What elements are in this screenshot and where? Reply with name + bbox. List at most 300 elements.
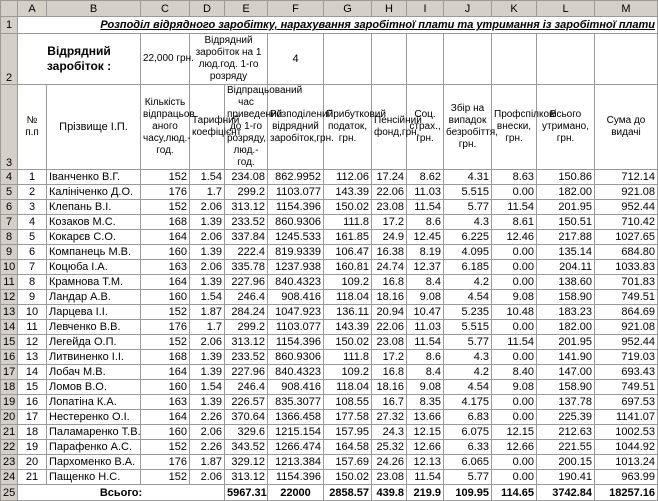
- employee-name-cell[interactable]: Лопатіна К.А.: [47, 395, 141, 410]
- cell[interactable]: 4.31: [444, 170, 492, 185]
- cell[interactable]: 200.15: [537, 455, 595, 470]
- row-header[interactable]: 3: [1, 85, 18, 170]
- cell[interactable]: 1103.077: [268, 320, 324, 335]
- cell[interactable]: 164: [141, 365, 190, 380]
- cell[interactable]: 137.78: [537, 395, 595, 410]
- header-cell-union[interactable]: Профспілкові внески, грн.: [492, 85, 537, 170]
- cell[interactable]: 1103.077: [268, 185, 324, 200]
- cell[interactable]: 1.39: [190, 245, 225, 260]
- cell[interactable]: 2.06: [190, 335, 225, 350]
- cell[interactable]: 6.065: [444, 455, 492, 470]
- cell[interactable]: 160.81: [324, 260, 372, 275]
- row-header[interactable]: 20: [1, 410, 18, 425]
- cell[interactable]: 4.54: [444, 290, 492, 305]
- cell[interactable]: 233.52: [225, 215, 268, 230]
- employee-name-cell[interactable]: Литвиненко І.І.: [47, 350, 141, 365]
- cell[interactable]: [492, 34, 537, 85]
- cell[interactable]: [595, 34, 658, 85]
- cell[interactable]: 164: [141, 410, 190, 425]
- cell[interactable]: 168: [141, 215, 190, 230]
- total-cell[interactable]: 22000: [268, 485, 324, 501]
- cell[interactable]: 10.47: [407, 305, 444, 320]
- cell[interactable]: 176: [141, 455, 190, 470]
- cell[interactable]: 201.95: [537, 200, 595, 215]
- cell[interactable]: 963.99: [595, 470, 658, 485]
- cell[interactable]: 8.4: [407, 275, 444, 290]
- cell[interactable]: 150.86: [537, 170, 595, 185]
- cell[interactable]: 246.4: [225, 290, 268, 305]
- cell[interactable]: 22.06: [372, 320, 407, 335]
- cell[interactable]: 16: [18, 395, 47, 410]
- cell[interactable]: 749.51: [595, 380, 658, 395]
- row-header[interactable]: 17: [1, 365, 18, 380]
- cell[interactable]: 8.6: [407, 350, 444, 365]
- employee-name-cell[interactable]: Левченко В.В.: [47, 320, 141, 335]
- employee-name-cell[interactable]: Калініченко Д.О.: [47, 185, 141, 200]
- column-header[interactable]: I: [407, 1, 444, 17]
- cell[interactable]: 150.02: [324, 200, 372, 215]
- cell[interactable]: 1.7: [190, 185, 225, 200]
- cell[interactable]: 6.185: [444, 260, 492, 275]
- cell[interactable]: 862.9952: [268, 170, 324, 185]
- cell[interactable]: 168: [141, 350, 190, 365]
- cell[interactable]: 1.54: [190, 380, 225, 395]
- cell[interactable]: 313.12: [225, 470, 268, 485]
- cell[interactable]: 24.74: [372, 260, 407, 275]
- cell[interactable]: 8.63: [492, 170, 537, 185]
- total-cell[interactable]: 3742.84: [537, 485, 595, 501]
- cell[interactable]: 20.94: [372, 305, 407, 320]
- cell[interactable]: 24.26: [372, 455, 407, 470]
- cell[interactable]: 329.6: [225, 425, 268, 440]
- cell[interactable]: 5: [18, 230, 47, 245]
- cell[interactable]: 284.24: [225, 305, 268, 320]
- row-header[interactable]: 23: [1, 455, 18, 470]
- row-header[interactable]: 15: [1, 335, 18, 350]
- cell[interactable]: 183.23: [537, 305, 595, 320]
- header-cell-tariff[interactable]: Тарифний коефіцієнт: [190, 85, 225, 170]
- cell[interactable]: 9.08: [407, 380, 444, 395]
- cell[interactable]: 1044.92: [595, 440, 658, 455]
- cell[interactable]: 163: [141, 260, 190, 275]
- cell[interactable]: 12.13: [407, 455, 444, 470]
- cell[interactable]: 2.06: [190, 200, 225, 215]
- column-header[interactable]: J: [444, 1, 492, 17]
- cell[interactable]: 1141.07: [595, 410, 658, 425]
- row-header[interactable]: 12: [1, 290, 18, 305]
- cell[interactable]: 17.2: [372, 215, 407, 230]
- cell[interactable]: 0.00: [492, 245, 537, 260]
- cell[interactable]: 5.515: [444, 185, 492, 200]
- cell[interactable]: 719.03: [595, 350, 658, 365]
- cell[interactable]: 1154.396: [268, 470, 324, 485]
- header-cell-unemployment[interactable]: Збір на випадок безробіття, грн.: [444, 85, 492, 170]
- column-header[interactable]: E: [225, 1, 268, 17]
- cell[interactable]: 8.40: [492, 365, 537, 380]
- cell[interactable]: 6.33: [444, 440, 492, 455]
- cell[interactable]: 8.35: [407, 395, 444, 410]
- header-cell-social[interactable]: Соц. страх., грн.: [407, 85, 444, 170]
- cell[interactable]: 18: [18, 425, 47, 440]
- cell[interactable]: 0.00: [492, 455, 537, 470]
- cell[interactable]: 4.54: [444, 380, 492, 395]
- cell[interactable]: 21: [18, 470, 47, 485]
- cell[interactable]: 10.48: [492, 305, 537, 320]
- cell[interactable]: 313.12: [225, 200, 268, 215]
- cell[interactable]: [444, 34, 492, 85]
- header-cell-income-tax[interactable]: Прибутковий податок, грн.: [324, 85, 372, 170]
- cell[interactable]: 2: [18, 185, 47, 200]
- header-cell-distributed-pay[interactable]: Розподілений відрядний заробіток,грн.: [268, 85, 324, 170]
- cell[interactable]: 0.00: [492, 260, 537, 275]
- row-header[interactable]: 22: [1, 440, 18, 455]
- cell[interactable]: 11.54: [407, 470, 444, 485]
- cell[interactable]: 24.9: [372, 230, 407, 245]
- cell[interactable]: 1.39: [190, 395, 225, 410]
- cell[interactable]: 313.12: [225, 335, 268, 350]
- cell[interactable]: 5.235: [444, 305, 492, 320]
- cell[interactable]: 17.2: [372, 350, 407, 365]
- cell[interactable]: 1215.154: [268, 425, 324, 440]
- cell[interactable]: 840.4323: [268, 275, 324, 290]
- cell[interactable]: 217.88: [537, 230, 595, 245]
- cell[interactable]: 227.96: [225, 365, 268, 380]
- employee-name-cell[interactable]: Паламаренко Т.В.: [47, 425, 141, 440]
- row-header[interactable]: 25: [1, 485, 18, 501]
- cell[interactable]: 2.26: [190, 440, 225, 455]
- employee-name-cell[interactable]: Компанець М.В.: [47, 245, 141, 260]
- cell[interactable]: 13.66: [407, 410, 444, 425]
- cell[interactable]: 16.7: [372, 395, 407, 410]
- cell[interactable]: 1266.474: [268, 440, 324, 455]
- employee-name-cell[interactable]: Ландар А.В.: [47, 290, 141, 305]
- employee-name-cell[interactable]: Парафенко А.С.: [47, 440, 141, 455]
- cell[interactable]: 111.8: [324, 215, 372, 230]
- cell[interactable]: 15: [18, 380, 47, 395]
- total-cell[interactable]: 439.8: [372, 485, 407, 501]
- cell[interactable]: [372, 34, 407, 85]
- cell[interactable]: 109.2: [324, 365, 372, 380]
- cell[interactable]: 176: [141, 320, 190, 335]
- cell[interactable]: 6: [18, 245, 47, 260]
- cell[interactable]: 225.39: [537, 410, 595, 425]
- cell[interactable]: 2.06: [190, 260, 225, 275]
- cell[interactable]: 143.39: [324, 185, 372, 200]
- row-header[interactable]: 13: [1, 305, 18, 320]
- cell[interactable]: 10: [18, 305, 47, 320]
- row-header[interactable]: 16: [1, 350, 18, 365]
- cell[interactable]: 16.8: [372, 365, 407, 380]
- cell[interactable]: 25.32: [372, 440, 407, 455]
- cell[interactable]: 6.075: [444, 425, 492, 440]
- cell[interactable]: 7: [18, 260, 47, 275]
- cell[interactable]: 6.83: [444, 410, 492, 425]
- piecework-label-cell[interactable]: Відрядний заробіток :: [18, 34, 141, 85]
- cell[interactable]: 160: [141, 290, 190, 305]
- row-header[interactable]: 2: [1, 34, 18, 85]
- total-label-cell[interactable]: Всього:: [18, 485, 225, 501]
- cell[interactable]: 864.69: [595, 305, 658, 320]
- cell[interactable]: 12.46: [492, 230, 537, 245]
- piecework-amount-cell[interactable]: 22,000 грн.: [141, 34, 190, 85]
- cell[interactable]: 150.02: [324, 470, 372, 485]
- cell[interactable]: 20: [18, 455, 47, 470]
- cell[interactable]: 299.2: [225, 320, 268, 335]
- cell[interactable]: 8.61: [492, 215, 537, 230]
- cell[interactable]: 246.4: [225, 380, 268, 395]
- cell[interactable]: 23.08: [372, 200, 407, 215]
- cell[interactable]: 22.06: [372, 185, 407, 200]
- cell[interactable]: 701.83: [595, 275, 658, 290]
- cell[interactable]: 1.39: [190, 365, 225, 380]
- cell[interactable]: 693.43: [595, 365, 658, 380]
- cell[interactable]: 12.45: [407, 230, 444, 245]
- cell[interactable]: 11.54: [407, 200, 444, 215]
- cell[interactable]: 343.52: [225, 440, 268, 455]
- cell[interactable]: 908.416: [268, 380, 324, 395]
- row-header[interactable]: 18: [1, 380, 18, 395]
- cell[interactable]: 182.00: [537, 320, 595, 335]
- cell[interactable]: 6.225: [444, 230, 492, 245]
- cell[interactable]: 819.9339: [268, 245, 324, 260]
- cell[interactable]: 299.2: [225, 185, 268, 200]
- cell[interactable]: 1366.458: [268, 410, 324, 425]
- employee-name-cell[interactable]: Ларцева І.І.: [47, 305, 141, 320]
- cell[interactable]: 370.64: [225, 410, 268, 425]
- cell[interactable]: 8.19: [407, 245, 444, 260]
- cell[interactable]: 12.37: [407, 260, 444, 275]
- cell[interactable]: 138.60: [537, 275, 595, 290]
- cell[interactable]: [407, 34, 444, 85]
- column-header[interactable]: M: [595, 1, 658, 17]
- cell[interactable]: 749.51: [595, 290, 658, 305]
- cell[interactable]: 1.39: [190, 215, 225, 230]
- cell[interactable]: 13: [18, 350, 47, 365]
- cell[interactable]: 0.00: [492, 320, 537, 335]
- header-cell-pension[interactable]: Пенсійний фонд,грн.: [372, 85, 407, 170]
- cell[interactable]: 337.84: [225, 230, 268, 245]
- cell[interactable]: 1.7: [190, 320, 225, 335]
- cell[interactable]: 11.54: [492, 335, 537, 350]
- per-person-label-cell[interactable]: Відрядний заробіток на 1 люд.год. 1-го розряду: [190, 34, 268, 85]
- row-header[interactable]: 4: [1, 170, 18, 185]
- cell[interactable]: 111.8: [324, 350, 372, 365]
- cell[interactable]: 11.03: [407, 185, 444, 200]
- cell[interactable]: 697.53: [595, 395, 658, 410]
- total-cell[interactable]: 2858.57: [324, 485, 372, 501]
- cell[interactable]: 1.54: [190, 290, 225, 305]
- cell[interactable]: 840.4323: [268, 365, 324, 380]
- cell[interactable]: 8.62: [407, 170, 444, 185]
- cell[interactable]: 1154.396: [268, 335, 324, 350]
- total-cell[interactable]: 5967.31: [225, 485, 268, 501]
- cell[interactable]: 182.00: [537, 185, 595, 200]
- header-cell-hours[interactable]: Кількість відпрацьов аного часу,люд.-год.: [141, 85, 190, 170]
- cell[interactable]: 1047.923: [268, 305, 324, 320]
- cell[interactable]: 161.85: [324, 230, 372, 245]
- cell[interactable]: 163: [141, 395, 190, 410]
- cell[interactable]: 152: [141, 170, 190, 185]
- row-header[interactable]: 5: [1, 185, 18, 200]
- cell[interactable]: 710.42: [595, 215, 658, 230]
- cell[interactable]: 8.6: [407, 215, 444, 230]
- cell[interactable]: 0.00: [492, 185, 537, 200]
- cell[interactable]: 27.32: [372, 410, 407, 425]
- cell[interactable]: 234.08: [225, 170, 268, 185]
- cell[interactable]: 5.77: [444, 200, 492, 215]
- cell[interactable]: 9: [18, 290, 47, 305]
- cell[interactable]: 14: [18, 365, 47, 380]
- cell[interactable]: 201.95: [537, 335, 595, 350]
- cell[interactable]: 1.39: [190, 275, 225, 290]
- cell[interactable]: 4.175: [444, 395, 492, 410]
- total-cell[interactable]: 114.65: [492, 485, 537, 501]
- cell[interactable]: 1013.24: [595, 455, 658, 470]
- total-cell[interactable]: 219.9: [407, 485, 444, 501]
- employee-name-cell[interactable]: Клепань В.І.: [47, 200, 141, 215]
- cell[interactable]: [324, 34, 372, 85]
- cell[interactable]: 5.77: [444, 335, 492, 350]
- cell[interactable]: 0.00: [492, 275, 537, 290]
- cell[interactable]: 16.38: [372, 245, 407, 260]
- cell[interactable]: 4.3: [444, 215, 492, 230]
- cell[interactable]: 136.11: [324, 305, 372, 320]
- column-header[interactable]: G: [324, 1, 372, 17]
- total-cell[interactable]: 109.95: [444, 485, 492, 501]
- cell[interactable]: 1245.533: [268, 230, 324, 245]
- column-header[interactable]: B: [47, 1, 141, 17]
- cell[interactable]: 16.8: [372, 275, 407, 290]
- cell[interactable]: 150.02: [324, 335, 372, 350]
- cell[interactable]: 160: [141, 425, 190, 440]
- cell[interactable]: 908.416: [268, 290, 324, 305]
- cell[interactable]: 221.55: [537, 440, 595, 455]
- cell[interactable]: 952.44: [595, 200, 658, 215]
- cell[interactable]: [537, 34, 595, 85]
- employee-name-cell[interactable]: Крамнова Т.М.: [47, 275, 141, 290]
- cell[interactable]: 2.06: [190, 230, 225, 245]
- column-header[interactable]: H: [372, 1, 407, 17]
- column-header[interactable]: D: [190, 1, 225, 17]
- cell[interactable]: 1: [18, 170, 47, 185]
- cell[interactable]: 2.06: [190, 425, 225, 440]
- row-header[interactable]: 8: [1, 230, 18, 245]
- cell[interactable]: 152: [141, 305, 190, 320]
- per-person-value-cell[interactable]: 4: [268, 34, 324, 85]
- cell[interactable]: 1237.938: [268, 260, 324, 275]
- row-header[interactable]: 19: [1, 395, 18, 410]
- cell[interactable]: 160: [141, 245, 190, 260]
- employee-name-cell[interactable]: Легейда О.П.: [47, 335, 141, 350]
- select-all-corner[interactable]: [1, 1, 18, 17]
- cell[interactable]: 5.515: [444, 320, 492, 335]
- cell[interactable]: 109.2: [324, 275, 372, 290]
- cell[interactable]: 17: [18, 410, 47, 425]
- cell[interactable]: 118.04: [324, 290, 372, 305]
- sheet-title[interactable]: Розподіл відрядного заробітку, нарахування заробітної плати та утримання із заробітної плати: [18, 17, 658, 34]
- cell[interactable]: 1027.65: [595, 230, 658, 245]
- employee-name-cell[interactable]: Лобач М.В.: [47, 365, 141, 380]
- cell[interactable]: 2.06: [190, 470, 225, 485]
- row-header[interactable]: 11: [1, 275, 18, 290]
- cell[interactable]: 152: [141, 200, 190, 215]
- employee-name-cell[interactable]: Козаков М.С.: [47, 215, 141, 230]
- cell[interactable]: 118.04: [324, 380, 372, 395]
- cell[interactable]: 4.2: [444, 275, 492, 290]
- cell[interactable]: 18.16: [372, 380, 407, 395]
- cell[interactable]: 4: [18, 215, 47, 230]
- row-header[interactable]: 9: [1, 245, 18, 260]
- column-header[interactable]: K: [492, 1, 537, 17]
- cell[interactable]: 152: [141, 335, 190, 350]
- cell[interactable]: 226.57: [225, 395, 268, 410]
- cell[interactable]: 860.9306: [268, 215, 324, 230]
- cell[interactable]: 0.00: [492, 395, 537, 410]
- cell[interactable]: 160: [141, 380, 190, 395]
- cell[interactable]: 222.4: [225, 245, 268, 260]
- cell[interactable]: 921.08: [595, 185, 658, 200]
- employee-name-cell[interactable]: Пащенко Н.С.: [47, 470, 141, 485]
- cell[interactable]: 158.90: [537, 290, 595, 305]
- employee-name-cell[interactable]: Іванченко В.Г.: [47, 170, 141, 185]
- row-header[interactable]: 1: [1, 17, 18, 34]
- cell[interactable]: 164: [141, 275, 190, 290]
- cell[interactable]: 860.9306: [268, 350, 324, 365]
- header-cell-total-withheld[interactable]: Всього утримано, грн.: [537, 85, 595, 170]
- cell[interactable]: 157.69: [324, 455, 372, 470]
- header-cell-to-pay[interactable]: Сума до видачі: [595, 85, 658, 170]
- cell[interactable]: 12: [18, 335, 47, 350]
- employee-name-cell[interactable]: Нестеренко О.І.: [47, 410, 141, 425]
- cell[interactable]: 684.80: [595, 245, 658, 260]
- header-cell-number[interactable]: № п.п: [18, 85, 47, 170]
- cell[interactable]: 164.58: [324, 440, 372, 455]
- cell[interactable]: 9.08: [492, 380, 537, 395]
- cell[interactable]: 157.95: [324, 425, 372, 440]
- cell[interactable]: 1154.396: [268, 200, 324, 215]
- row-header[interactable]: 7: [1, 215, 18, 230]
- header-cell-reduced-hours[interactable]: Відпрацьований час приведений до 1-го розряду, люд.-год.: [225, 85, 268, 170]
- employee-name-cell[interactable]: Ломов В.О.: [47, 380, 141, 395]
- cell[interactable]: 158.90: [537, 380, 595, 395]
- cell[interactable]: 212.63: [537, 425, 595, 440]
- employee-name-cell[interactable]: Кокарєв С.О.: [47, 230, 141, 245]
- cell[interactable]: 177.58: [324, 410, 372, 425]
- cell[interactable]: 18.16: [372, 290, 407, 305]
- cell[interactable]: 23.08: [372, 335, 407, 350]
- employee-name-cell[interactable]: Коцюба І.А.: [47, 260, 141, 275]
- cell[interactable]: 4.2: [444, 365, 492, 380]
- total-cell[interactable]: 18257.16: [595, 485, 658, 501]
- cell[interactable]: 152: [141, 440, 190, 455]
- row-header[interactable]: 10: [1, 260, 18, 275]
- column-header[interactable]: C: [141, 1, 190, 17]
- cell[interactable]: 143.39: [324, 320, 372, 335]
- cell[interactable]: 335.78: [225, 260, 268, 275]
- column-header[interactable]: L: [537, 1, 595, 17]
- cell[interactable]: 227.96: [225, 275, 268, 290]
- cell[interactable]: 12.15: [407, 425, 444, 440]
- cell[interactable]: 329.12: [225, 455, 268, 470]
- cell[interactable]: 712.14: [595, 170, 658, 185]
- cell[interactable]: 952.44: [595, 335, 658, 350]
- cell[interactable]: 2.26: [190, 410, 225, 425]
- cell[interactable]: 204.11: [537, 260, 595, 275]
- cell[interactable]: 11.54: [407, 335, 444, 350]
- cell[interactable]: 921.08: [595, 320, 658, 335]
- cell[interactable]: 8: [18, 275, 47, 290]
- cell[interactable]: 9.08: [492, 290, 537, 305]
